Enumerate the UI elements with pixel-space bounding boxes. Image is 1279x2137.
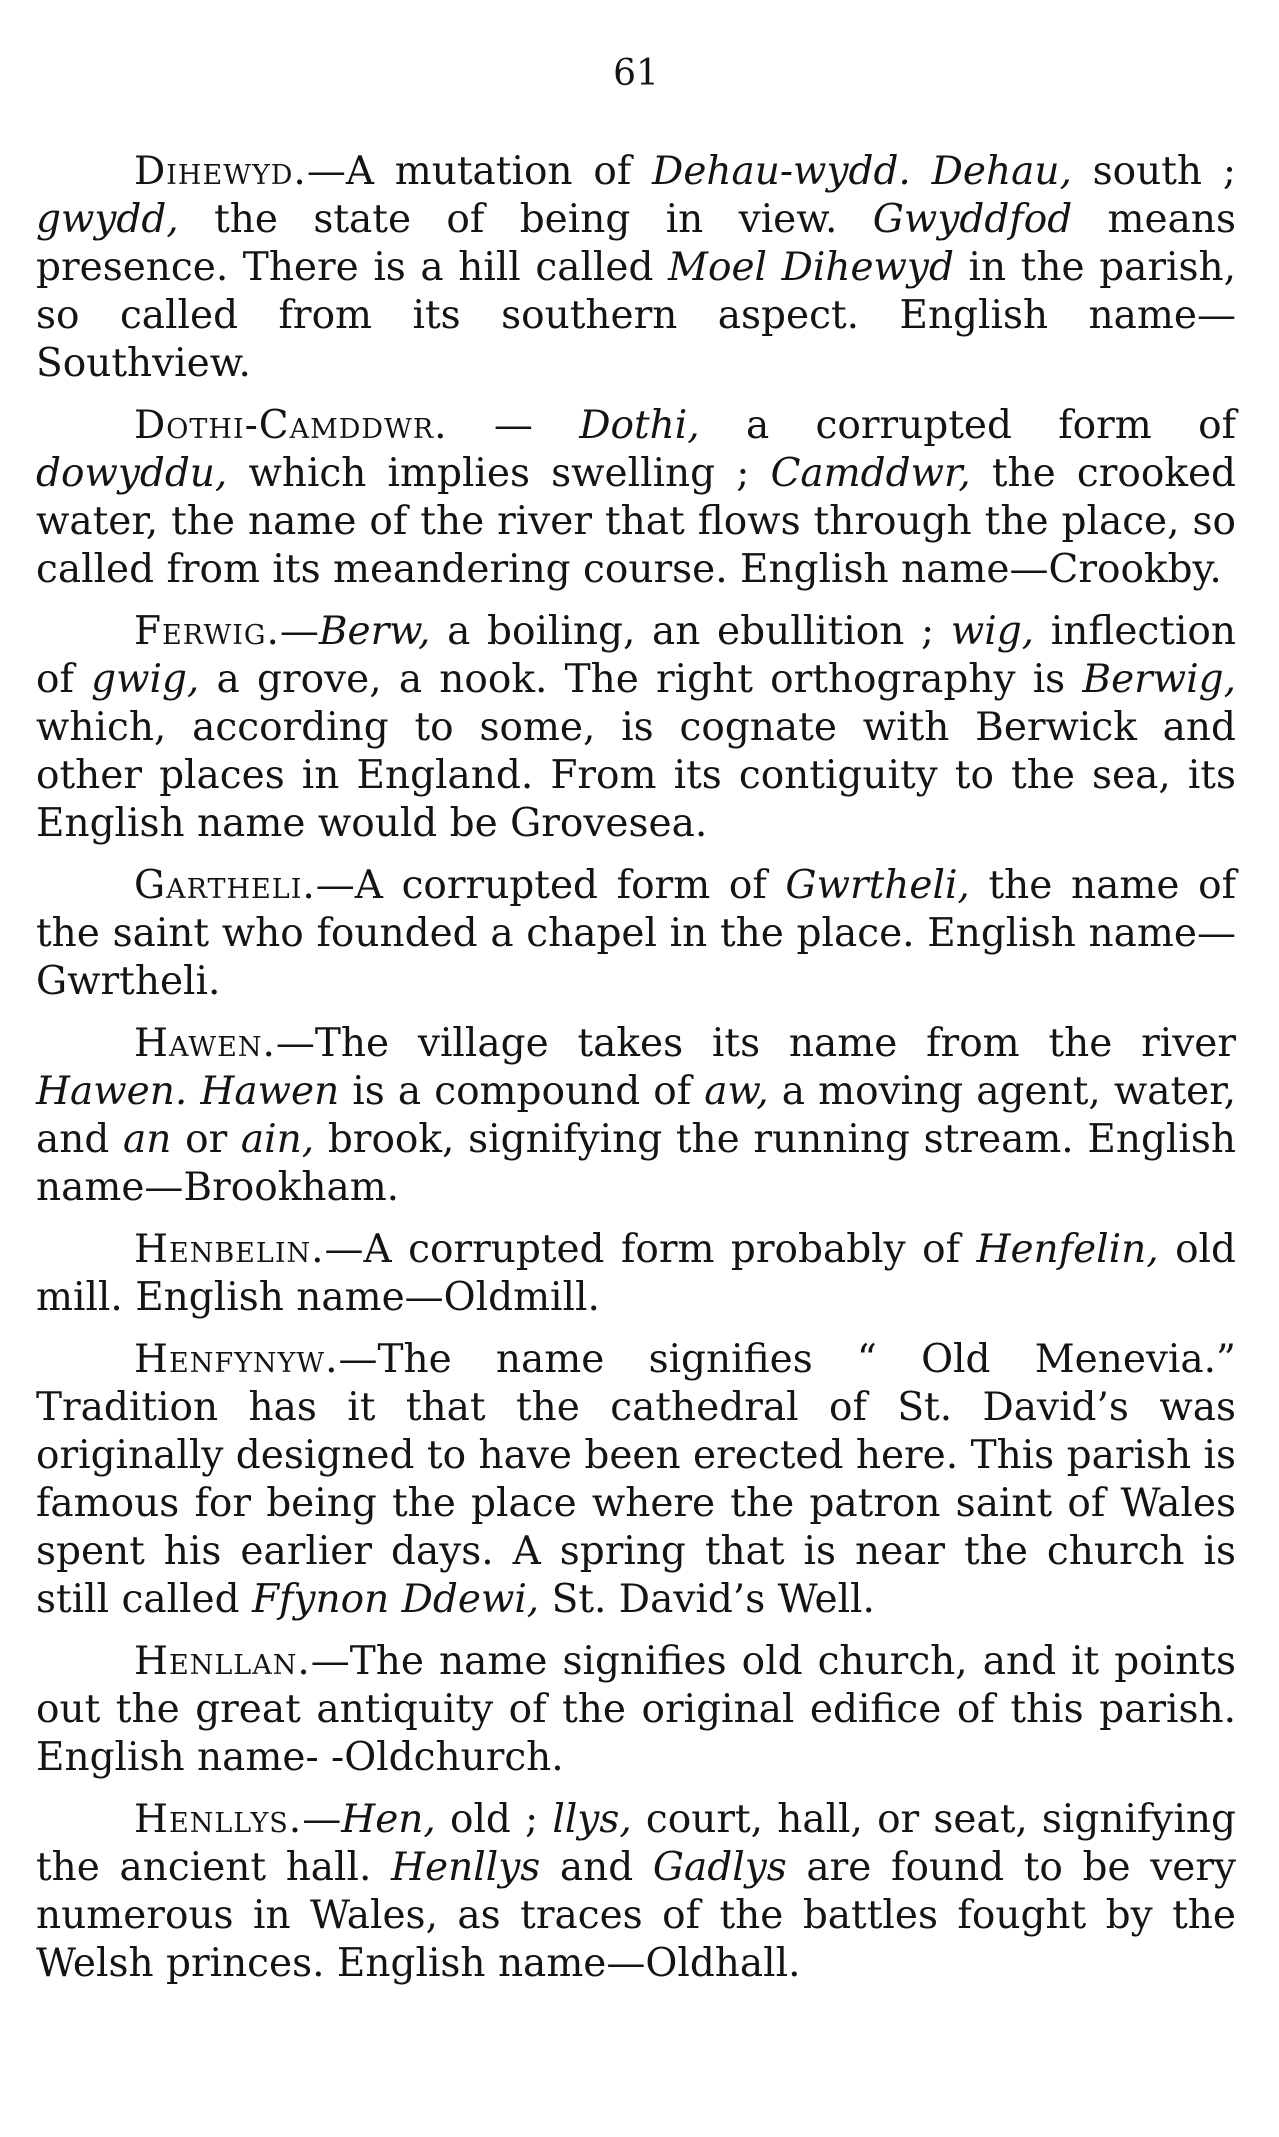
entry-text: old mill. English name—Oldmill. bbox=[36, 1227, 1236, 1320]
entry-text: a corrupted form of bbox=[699, 403, 1237, 448]
entry-text bbox=[187, 1069, 200, 1114]
entry-text: — bbox=[302, 1797, 342, 1842]
entry-text: a moving agent, water, and bbox=[36, 1069, 1237, 1162]
entry-text bbox=[911, 149, 932, 194]
entry-italic-text: an bbox=[123, 1117, 172, 1162]
entry-italic-text: Berwig, bbox=[1082, 657, 1237, 702]
entry-text: —A mutation of bbox=[306, 149, 653, 194]
entry-headword: Henfynyw. bbox=[134, 1337, 339, 1382]
entry-headword: Henllys. bbox=[134, 1797, 303, 1842]
entry-italic-text: aw, bbox=[704, 1069, 769, 1114]
entry-text: brook, signifying the running stream. English name—Brookham. bbox=[36, 1117, 1237, 1210]
entry-ferwig bbox=[36, 608, 1236, 848]
entry-text: the crooked water, the name of the river that flows through the place, so called from its meandering course. English name—Crookby. bbox=[36, 451, 1237, 592]
entry-text: —A corrupted form of bbox=[315, 863, 786, 908]
entry-text: south ; bbox=[1071, 149, 1236, 194]
entry-text: is a compound of bbox=[339, 1069, 705, 1114]
entry-text: a grove, a nook. The right orthography is bbox=[199, 657, 1083, 702]
entry-italic-text: Hawen bbox=[200, 1069, 340, 1114]
entry-italic-text: Dehau, bbox=[931, 149, 1072, 194]
entry-italic-text: Moel Dihewyd bbox=[668, 245, 954, 290]
entry-text: —The name signifies old church, and it points out the great antiquity of the original edifice of this parish. English name- -Oldchurch. bbox=[36, 1639, 1236, 1780]
entry-text: the name of the saint who founded a chapel in the place. English name—Gwrtheli. bbox=[36, 863, 1237, 1004]
entry-headword: Dihewyd. bbox=[134, 149, 307, 194]
entry-text: —The village takes its name from the river bbox=[275, 1021, 1236, 1066]
entry-italic-text: ain, bbox=[240, 1117, 315, 1162]
entry-henfynyw bbox=[36, 1336, 1236, 1624]
entry-italic-text: Berw, bbox=[318, 609, 431, 654]
book-page bbox=[36, 0, 1236, 2137]
entry-italic-text: Dothi, bbox=[579, 403, 700, 448]
entry-text: —The name signifies “ Old Menevia.” Tradition has it that the cathedral of St. David’s was originally designed to have been erected here. This parish is famous for being the place where the patron saint of Wales spent his earlier days. A spring that is near the church is still called bbox=[36, 1337, 1236, 1622]
entry-text: — bbox=[279, 609, 319, 654]
entry-text: old ; bbox=[435, 1797, 553, 1842]
entry-italic-text: Henllys bbox=[391, 1845, 541, 1890]
entry-italic-text: Henfelin, bbox=[976, 1227, 1159, 1272]
entry-headword: Henllan. bbox=[134, 1639, 311, 1684]
entry-text: the state of being in view. bbox=[178, 197, 873, 242]
entry-headword: Henbelin. bbox=[134, 1227, 325, 1272]
entry-text: court, hall, or seat, signifying the ancient hall. bbox=[36, 1797, 1236, 1890]
entry-italic-text: Hawen. bbox=[36, 1069, 188, 1114]
entry-headword: Ferwig. bbox=[134, 609, 280, 654]
entry-text: and bbox=[540, 1845, 653, 1890]
entry-dothicamddwr bbox=[36, 402, 1236, 594]
entry-dihewyd bbox=[36, 148, 1236, 388]
entry-italic-text: Gwrtheli, bbox=[785, 863, 970, 908]
entry-italic-text: Camddwr, bbox=[770, 451, 971, 496]
entry-headword: Hawen. bbox=[134, 1021, 276, 1066]
entry-italic-text: Dehau-wydd. bbox=[652, 149, 911, 194]
entry-text: St. David’s Well. bbox=[539, 1577, 875, 1622]
entry-text: in the parish, so called from its southern aspect. English name—Southview. bbox=[36, 245, 1236, 386]
entry-henllan bbox=[36, 1638, 1236, 1782]
entry-italic-text: dowyddu, bbox=[36, 451, 228, 496]
entry-text: a boiling, an ebullition ; bbox=[430, 609, 951, 654]
entry-text: or bbox=[171, 1117, 241, 1162]
entry-italic-text: wig, bbox=[950, 609, 1035, 654]
entry-italic-text: Gwyddfod bbox=[872, 197, 1073, 242]
entry-text: inflection of bbox=[36, 609, 1236, 702]
entry-italic-text: gwydd, bbox=[36, 197, 179, 242]
entry-italic-text: Ffynon Ddewi, bbox=[252, 1577, 540, 1622]
entry-italic-text: llys, bbox=[552, 1797, 632, 1842]
entry-text: are found to be very numerous in Wales, as traces of the battles fought by the Welsh princes. English name—Oldhall. bbox=[36, 1845, 1237, 1986]
entry-henbelin bbox=[36, 1226, 1236, 1322]
page-number: 61 bbox=[613, 53, 659, 94]
entry-italic-text: Gadlys bbox=[652, 1845, 787, 1890]
entry-gartheli bbox=[36, 862, 1236, 1006]
entry-italic-text: gwig, bbox=[91, 657, 200, 702]
entry-headword: Gartheli. bbox=[134, 863, 316, 908]
entry-headword: Dothi-Camddwr. bbox=[134, 403, 448, 448]
entries-list bbox=[36, 148, 1236, 2002]
entry-italic-text: Hen, bbox=[341, 1797, 436, 1842]
entry-text: which implies swelling ; bbox=[227, 451, 771, 496]
entry-text: which, according to some, is cognate with Berwick and other places in England. From its contiguity to the sea, its English name would be Grovesea. bbox=[36, 705, 1236, 846]
entry-text: — bbox=[447, 403, 580, 448]
entry-text: means presence. There is a hill called bbox=[36, 197, 1236, 290]
entry-henllys bbox=[36, 1796, 1236, 1988]
entry-text: —A corrupted form probably of bbox=[324, 1227, 977, 1272]
entry-hawen bbox=[36, 1020, 1236, 1212]
